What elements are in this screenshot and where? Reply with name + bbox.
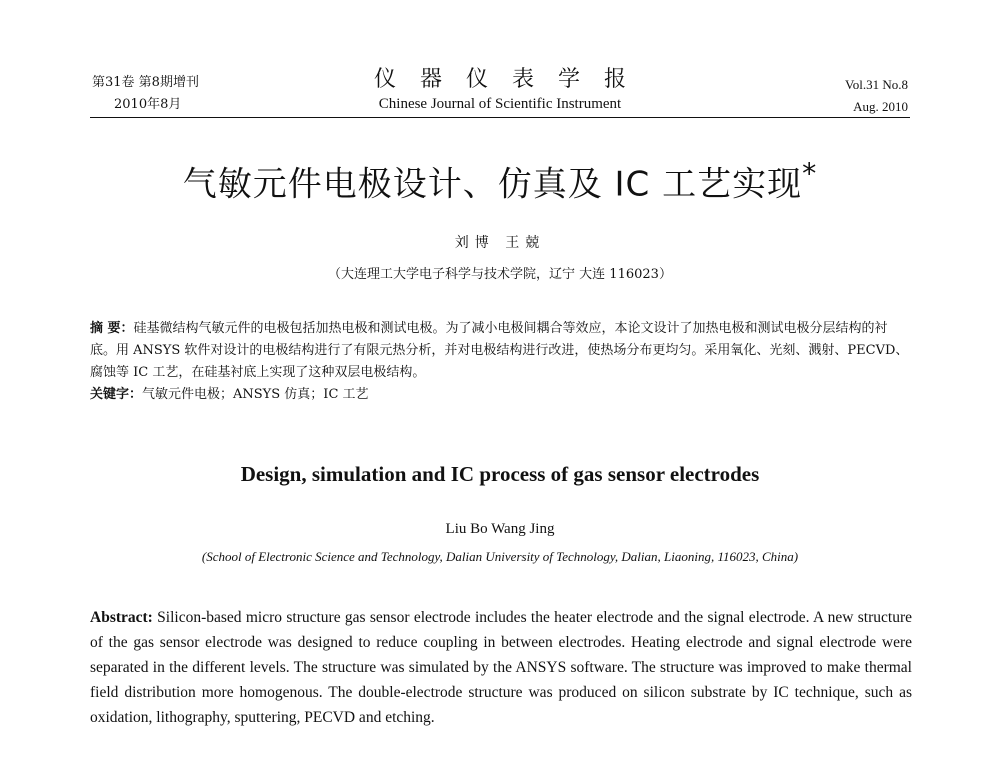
issue-info [92,72,199,116]
abstract-cn [90,318,910,406]
issue-volume: 第31卷 第8期增刊 [92,75,199,90]
abstract-cn-text: 硅基微结构气敏元件的电极包括加热电极和测试电极。为了减小电极间耦合等效应，本论文设计了加热电极和测试电极分层结构的衬底。用 ANSYS 软件对设计的电极结构进行了有限元热分析，并对电极结构进行改进，使热场分布更均匀。采用氧化、光刻、溅射、PECVD、腐蚀等 IC 工艺，在硅基衬底上实现了这种双层电极结构。 [90,321,909,380]
abstract-en-text: Silicon-based micro structure gas sensor electrode includes the heater electrode and the signal electrode. A new structure of the gas sensor electrode was designed to reduce coupling in between electrodes. Heating electrode and signal electrode were separated in the different levels. The structure was simulated by the ANSYS software. The structure was improved to make thermal field distribution more homogenous. The double-electrode structure was produced on silicon substrate by IC technique, such as oxidation, lithography, sputtering, PECVD and etching. [90,609,912,726]
abstract-cn-paragraph [90,318,910,384]
paper-title-en: Design, simulation and IC process of gas sensor electrodes [240,462,760,486]
abstract-en-label: Abstract: [90,609,153,626]
affiliation-en: (School of Electronic Science and Technology, Dalian University of Technology, Dalian, Liaoning, 116023, China) [201,549,799,564]
keywords-cn-label: 关键字： [90,387,143,402]
journal-name-en: Chinese Journal of Scientific Instrument [378,96,622,112]
keywords-cn-text: 气敏元件电极；ANSYS 仿真；IC 工艺 [142,387,369,402]
authors-cn: 刘博 王兢 [454,235,546,251]
paper-title-cn [60,152,940,206]
issue-date-cn: 2010年8月 [114,97,182,112]
issue-info-en [845,74,908,118]
authors-en: Liu Bo Wang Jing [445,521,555,537]
journal-name-cn: 仪器仪表学报 [373,67,650,92]
title-footnote-mark: * [802,157,818,190]
issue-date-en: Aug. 2010 [853,99,908,114]
journal-name [340,66,660,114]
keywords-cn [90,384,910,406]
volume-number: Vol.31 No.8 [845,77,908,92]
affiliation-cn: （大连理工大学电子科学与技术学院，辽宁 大连 116023） [328,267,672,282]
header-rule [90,117,910,118]
abstract-cn-label: 摘 要： [90,321,134,336]
abstract-en [90,605,912,730]
paper-title-cn-text: 气敏元件电极设计、仿真及 IC 工艺实现 [182,164,803,205]
